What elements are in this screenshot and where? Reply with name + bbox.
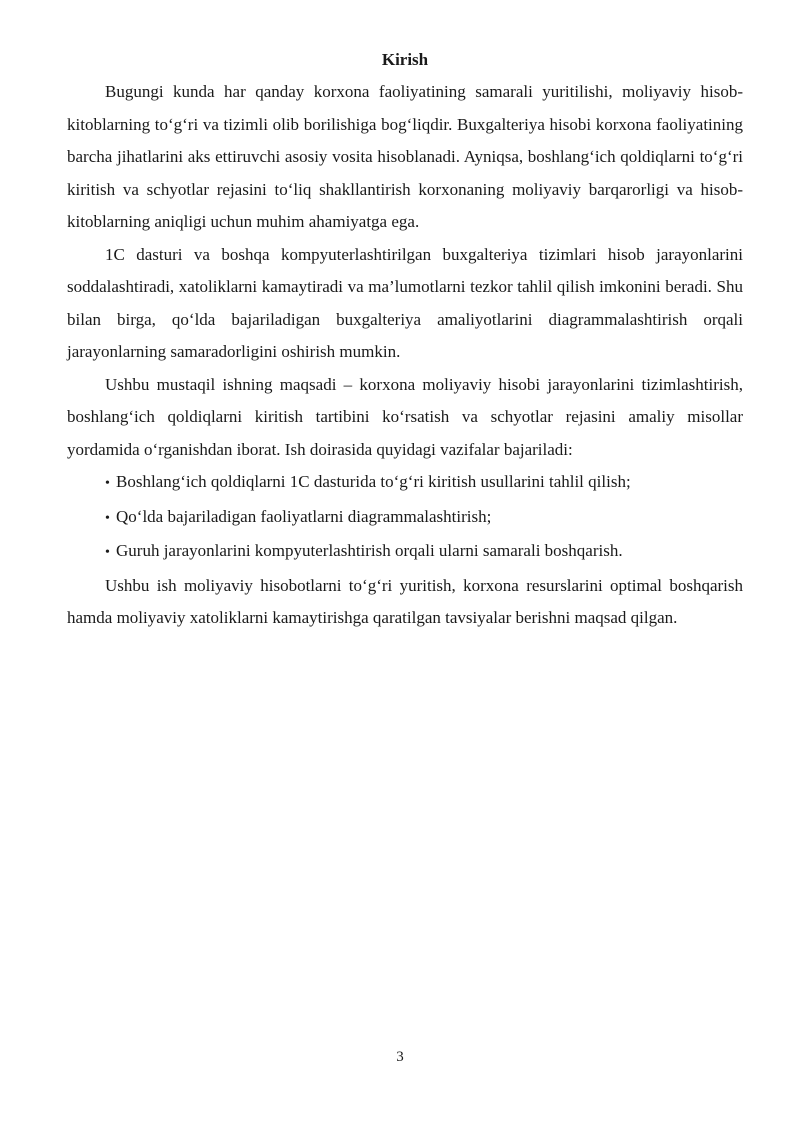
page-number: 3 (396, 1049, 404, 1065)
bullet-icon: • (105, 476, 110, 491)
task-list (67, 466, 743, 570)
task-list-item (67, 535, 743, 570)
bullet-icon: • (105, 510, 110, 526)
task-text: Boshlang‘ich qoldiqlarni 1C dasturida to‘g‘ri kiritish usullarini tahlil qilish; (116, 472, 631, 491)
task-text: Qo‘lda bajariladigan faoliyatlarni diagrammalashtirish; (116, 506, 492, 526)
task-list-item (67, 466, 743, 501)
task-text: Guruh jarayonlarini kompyuterlashtirish orqali ularni samarali boshqarish. (116, 541, 623, 560)
section-title: Kirish (381, 50, 429, 69)
bullet-icon: • (105, 545, 110, 560)
task-list-item (67, 501, 743, 536)
conclusion-paragraph: Ushbu ish moliyaviy hisobotlarni to‘g‘ri yuritish, korxona resurslarini optimal boshqarish hamda moliyaviy xatoliklarni kamaytirishga qaratilgan tavsiyalar berishni maqsad qilgan. (67, 575, 743, 627)
intro-paragraph-3: Ushbu mustaqil ishning maqsadi – korxona moliyaviy hisobi jarayonlarini tizimlashtirish, boshlang‘ich qoldiqlarni kiritish tartibini ko‘rsatish va schyotlar rejasini amaliy misollar yordamida o‘rganishdan iborat. Ish doirasida quyidagi vazifalar bajariladi: (67, 374, 743, 459)
intro-paragraph-2: 1C dasturi va boshqa kompyuterlashtirilgan buxgalteriya tizimlari hisob jarayonlarini soddalashtiradi, xatoliklarni kamaytiradi va ma’lumotlarni tezkor tahlil qilish imkonini beradi. Shu bilan birga, qo‘lda bajariladigan buxgalteriya amaliyotlarini diagrammalashtirish orqali jarayonlarning samaradorligini oshirish mumkin. (67, 244, 743, 361)
document-page (67, 44, 743, 635)
intro-paragraph-1: Bugungi kunda har qanday korxona faoliyatining samarali yuritilishi, moliyaviy hisob-kitoblarning to‘g‘ri va tizimli olib borilishiga bog‘liqdir. Buxgalteriya hisobi korxona faoliyatining barcha jihatlarini aks ettiruvchi asosiy vosita hisoblanadi. Ayniqsa, boshlang‘ich qoldiqlarni to‘g‘ri kiritish va schyotlar rejasini to‘liq shakllantirish korxonaning moliyaviy barqarorligi va hisob-kitoblarning aniqligi uchun muhim ahamiyatga ega. (67, 82, 743, 231)
